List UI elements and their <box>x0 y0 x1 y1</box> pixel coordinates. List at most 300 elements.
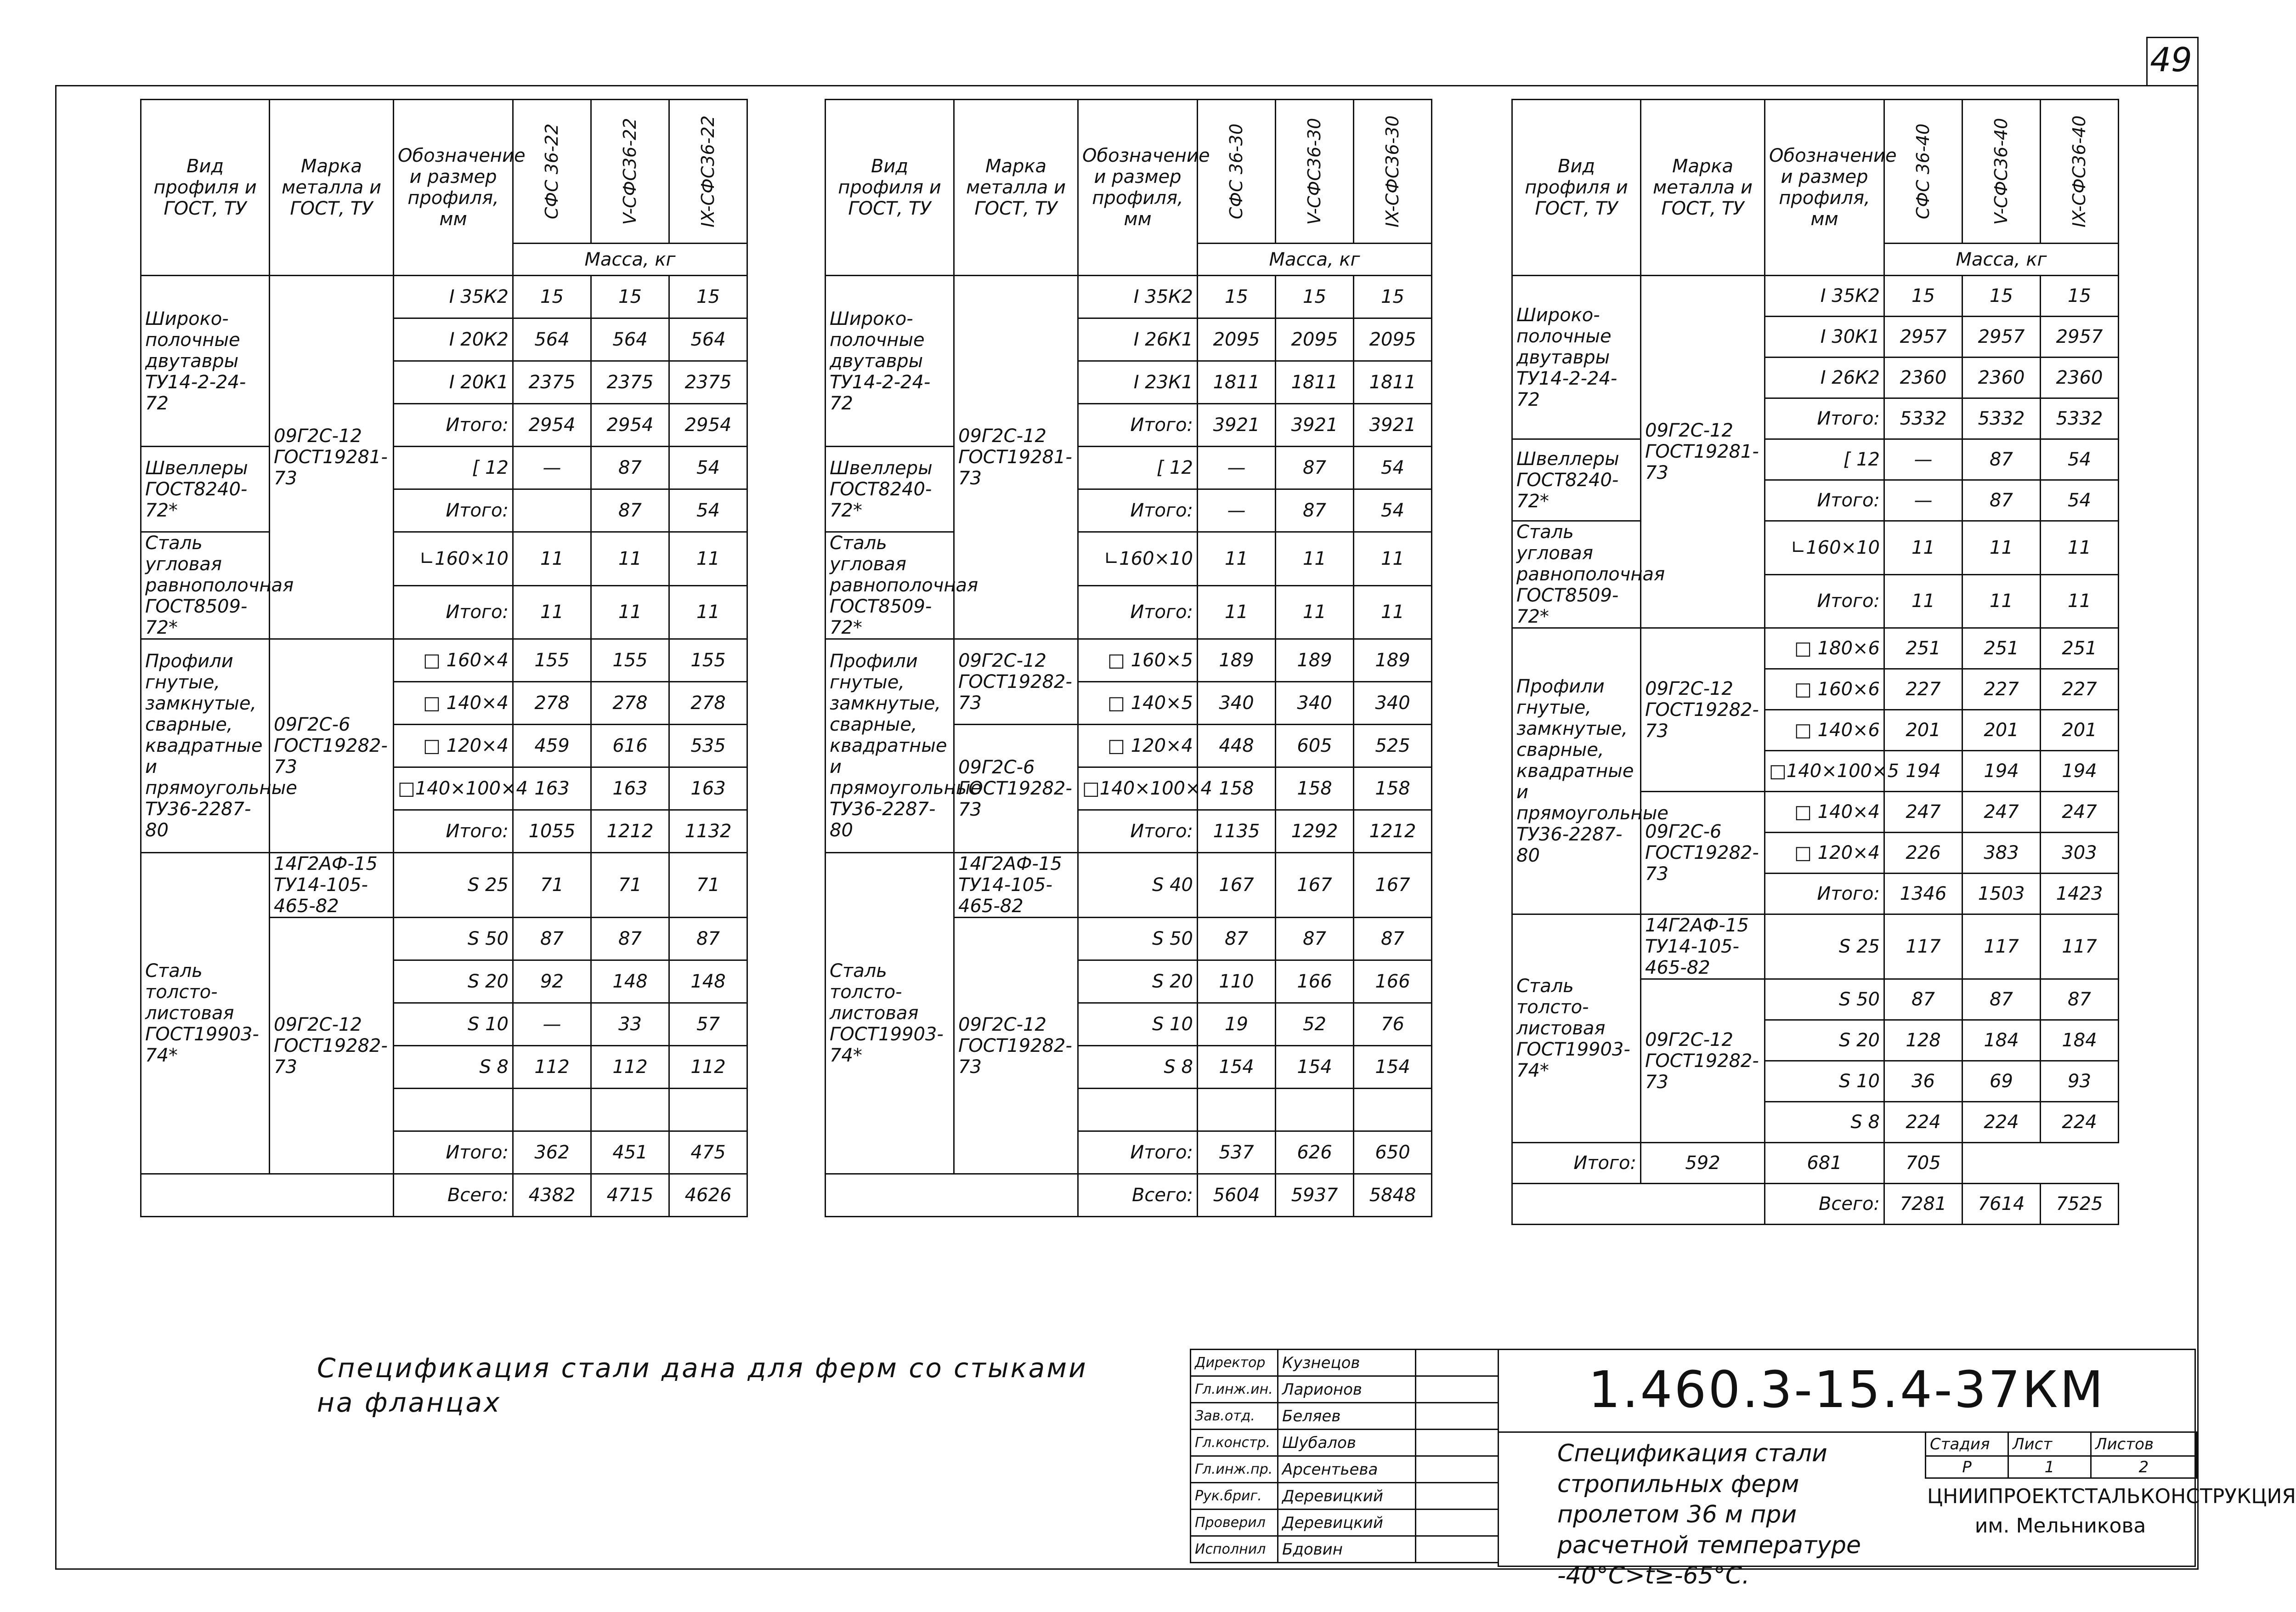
column-header-label: IX-СФС36-30 <box>1382 115 1402 227</box>
sheet-label: Лист <box>2008 1432 2091 1456</box>
mass-value: 705 <box>1884 1143 1962 1184</box>
mass-value: 459 <box>513 725 591 767</box>
mass-value <box>591 1089 669 1131</box>
steel-grade: 09Г2С-12 ГОСТ19282-73 <box>1641 979 1765 1143</box>
mass-value: 11 <box>1884 574 1962 628</box>
profile-size: [ 12 <box>394 447 513 489</box>
profile-size: □ 140×4 <box>1765 792 1884 833</box>
column-header-1 <box>513 100 591 244</box>
mass-value: 564 <box>513 318 591 361</box>
vid-header: Вид профиля и ГОСТ, ТУ <box>141 100 270 276</box>
mass-value: 15 <box>1354 276 1432 318</box>
column-header-label: СФС 36-30 <box>1226 123 1246 220</box>
mass-value: 15 <box>669 276 747 318</box>
mass-value: 166 <box>1354 960 1432 1003</box>
steel-grade: 09Г2С-6 ГОСТ19282-73 <box>270 639 394 853</box>
signature-row <box>1191 1536 1499 1563</box>
mass-value: 167 <box>1198 853 1276 918</box>
column-header-label: V-СФС36-40 <box>1991 118 2011 225</box>
mass-value: 1811 <box>1198 361 1276 404</box>
mass-value: — <box>513 447 591 489</box>
mass-value: 11 <box>1198 585 1276 639</box>
mass-value: 226 <box>1884 833 1962 874</box>
mass-value: 92 <box>513 960 591 1003</box>
mass-value: 87 <box>1354 918 1432 960</box>
steel-grade: 14Г2АФ-15 ТУ14-105-465-82 <box>270 853 394 918</box>
role: Директор <box>1191 1350 1278 1376</box>
profile-size: S 10 <box>1078 1003 1198 1046</box>
mass-value: 158 <box>1276 767 1354 810</box>
role: Гл.констр. <box>1191 1430 1278 1456</box>
mass-value: 448 <box>1198 725 1276 767</box>
steel-grade: 09Г2С-12 ГОСТ19282-73 <box>954 918 1078 1174</box>
profile-size: Итого: <box>1078 585 1198 639</box>
profile-size: Итого: <box>1765 874 1884 914</box>
mass-value: 71 <box>591 853 669 918</box>
mass-value: 52 <box>1276 1003 1354 1046</box>
profile-size: Итого: <box>1765 480 1884 521</box>
total-row <box>141 1174 747 1217</box>
mass-value: 340 <box>1198 682 1276 725</box>
column-header-2 <box>1276 100 1354 244</box>
profile-size: I 35К2 <box>394 276 513 318</box>
person-name: Беляев <box>1278 1403 1416 1430</box>
mass-value: 11 <box>669 532 747 586</box>
column-header-3 <box>669 100 747 244</box>
profile-size: S 8 <box>1078 1046 1198 1089</box>
mass-value: 54 <box>1354 447 1432 489</box>
document-code: 1.460.3-15.4-37КМ <box>1588 1360 2105 1419</box>
mass-value: 303 <box>2041 833 2119 874</box>
profile-size: I 26К1 <box>1078 318 1198 361</box>
profile-size <box>394 1089 513 1131</box>
profile-size: □ 120×4 <box>1765 833 1884 874</box>
stage-value: Р <box>1926 1456 2008 1478</box>
mass-value: 340 <box>1354 682 1432 725</box>
profile-size: I 20К2 <box>394 318 513 361</box>
massa-header: Масса, кг <box>1884 244 2119 276</box>
oboz-header: Обозначение и размер профиля, мм <box>394 100 513 276</box>
mass-value: 194 <box>1962 751 2041 792</box>
mass-value: 224 <box>1962 1102 2041 1143</box>
steel-grade: 09Г2С-12 ГОСТ19281-73 <box>270 276 394 639</box>
profile-size: I 35К2 <box>1078 276 1198 318</box>
spec-table-3 <box>1511 99 2119 1225</box>
total-blank <box>141 1174 394 1217</box>
mass-value: 616 <box>591 725 669 767</box>
mass-value: 2954 <box>591 404 669 447</box>
mass-value: 87 <box>669 918 747 960</box>
profile-size: S 40 <box>1078 853 1198 918</box>
profile-size: I 35К2 <box>1765 276 1884 317</box>
mass-value: 451 <box>591 1131 669 1174</box>
column-header-label: СФС 36-40 <box>1912 123 1933 220</box>
steel-grade: 09Г2С-12 ГОСТ19281-73 <box>1641 276 1765 628</box>
sheets-label: Листов <box>2091 1432 2197 1456</box>
mass-value: — <box>1884 480 1962 521</box>
oboz-header: Обозначение и размер профиля, мм <box>1078 100 1198 276</box>
profile-size: ∟160×10 <box>1765 521 1884 575</box>
note-text: Спецификация стали дана для ферм со стыками на фланцах <box>317 1352 1088 1419</box>
mass-value <box>513 1089 591 1131</box>
mass-value: 1132 <box>669 810 747 853</box>
mass-value: — <box>1198 447 1276 489</box>
mass-value: 167 <box>1354 853 1432 918</box>
mass-value: 475 <box>669 1131 747 1174</box>
vid-header: Вид профиля и ГОСТ, ТУ <box>826 100 954 276</box>
mass-value: 189 <box>1354 639 1432 682</box>
mass-value: 117 <box>1884 914 1962 979</box>
mass-value: 87 <box>1276 447 1354 489</box>
steel-grade: 09Г2С-12 ГОСТ19282-73 <box>1641 628 1765 792</box>
mass-value <box>1276 1089 1354 1131</box>
profile-size: Итого: <box>1078 1131 1198 1174</box>
marka-header: Марка металла и ГОСТ, ТУ <box>270 100 394 276</box>
mass-value: 11 <box>591 585 669 639</box>
spec-table-1 <box>140 99 748 1217</box>
total-blank <box>826 1174 1078 1217</box>
profile-size: □ 120×4 <box>394 725 513 767</box>
stage-label: Стадия <box>1926 1432 2008 1456</box>
person-name: Ларионов <box>1278 1376 1416 1403</box>
mass-value: 87 <box>1276 918 1354 960</box>
mass-value <box>669 1089 747 1131</box>
signature <box>1416 1350 1499 1376</box>
profile-size: S 8 <box>394 1046 513 1089</box>
mass-value: 2375 <box>513 361 591 404</box>
mass-value: 15 <box>1276 276 1354 318</box>
mass-value: 1503 <box>1962 874 2041 914</box>
mass-value: 201 <box>1884 710 1962 751</box>
total-value: 4626 <box>669 1174 747 1217</box>
table-row <box>1512 276 2119 317</box>
profile-size: S 25 <box>394 853 513 918</box>
mass-value: 1346 <box>1884 874 1962 914</box>
profile-size: □ 180×6 <box>1765 628 1884 669</box>
profile-size: Итого: <box>1078 489 1198 532</box>
mass-value: 167 <box>1276 853 1354 918</box>
total-row <box>826 1174 1432 1217</box>
mass-value: 2375 <box>669 361 747 404</box>
total-value: 7614 <box>1962 1184 2041 1225</box>
mass-value: 1212 <box>591 810 669 853</box>
profile-size: S 20 <box>1765 1020 1884 1061</box>
mass-value: 278 <box>591 682 669 725</box>
profile-size <box>1078 1089 1198 1131</box>
column-header-label: СФС 36-22 <box>541 123 562 220</box>
marka-header: Марка металла и ГОСТ, ТУ <box>1641 100 1765 276</box>
column-header-3 <box>2041 100 2119 244</box>
profile-group: Швеллеры ГОСТ8240-72* <box>826 447 954 532</box>
mass-value: 201 <box>2041 710 2119 751</box>
table-row <box>141 639 747 682</box>
sheet-value: 1 <box>2008 1456 2091 1478</box>
mass-value: 155 <box>669 639 747 682</box>
signature <box>1416 1376 1499 1403</box>
sheet-number: 49 <box>2150 40 2192 79</box>
mass-value: 2954 <box>669 404 747 447</box>
column-header-2 <box>591 100 669 244</box>
person-name: Шубалов <box>1278 1430 1416 1456</box>
mass-value: 11 <box>1276 532 1354 586</box>
signature-row <box>1191 1350 1499 1376</box>
signature-row <box>1191 1403 1499 1430</box>
signature <box>1416 1536 1499 1563</box>
profile-size: S 8 <box>1765 1102 1884 1143</box>
mass-value: 681 <box>1765 1143 1884 1184</box>
stage-table <box>1925 1431 2197 1479</box>
mass-value: 154 <box>1354 1046 1432 1089</box>
total-value: 4715 <box>591 1174 669 1217</box>
column-header-label: IX-СФС36-22 <box>697 115 718 227</box>
mass-value: 15 <box>513 276 591 318</box>
mass-value: 158 <box>1354 767 1432 810</box>
total-label: Всего: <box>394 1174 513 1217</box>
table-row <box>1512 914 2119 979</box>
mass-value: 11 <box>1962 574 2041 628</box>
table-row <box>141 276 747 318</box>
mass-value: 15 <box>1884 276 1962 317</box>
mass-value: 11 <box>513 532 591 586</box>
profile-size: □ 140×6 <box>1765 710 1884 751</box>
mass-value: 87 <box>1276 489 1354 532</box>
mass-value <box>513 489 591 532</box>
profile-size: Итого: <box>394 489 513 532</box>
mass-value: 87 <box>2041 979 2119 1020</box>
mass-value: 57 <box>669 1003 747 1046</box>
mass-value: 154 <box>1198 1046 1276 1089</box>
profile-size: S 10 <box>1765 1061 1884 1102</box>
profile-size: S 20 <box>1078 960 1198 1003</box>
mass-value: 11 <box>669 585 747 639</box>
mass-value: 525 <box>1354 725 1432 767</box>
total-value: 5848 <box>1354 1174 1432 1217</box>
column-header-label: V-СФС36-30 <box>1304 118 1324 225</box>
mass-value: 11 <box>1198 532 1276 586</box>
mass-value: 11 <box>513 585 591 639</box>
mass-value: 2095 <box>1354 318 1432 361</box>
mass-value: 128 <box>1884 1020 1962 1061</box>
mass-value: 54 <box>2041 480 2119 521</box>
profile-size: S 50 <box>394 918 513 960</box>
mass-value: 189 <box>1198 639 1276 682</box>
signature <box>1416 1403 1499 1430</box>
mass-value: 54 <box>669 447 747 489</box>
mass-value: 11 <box>1354 585 1432 639</box>
mass-value: 5332 <box>1962 398 2041 439</box>
table-row <box>1512 521 2119 575</box>
signature-row <box>1191 1430 1499 1456</box>
sheets-value: 2 <box>2091 1456 2197 1478</box>
profile-group: Сталь толсто-листовая ГОСТ19903-74* <box>1512 914 1641 1143</box>
profile-size: S 10 <box>394 1003 513 1046</box>
table-row <box>1512 1143 2119 1184</box>
column-header-label: IX-СФС36-40 <box>2069 115 2089 227</box>
total-value: 7525 <box>2041 1184 2119 1225</box>
total-value: 7281 <box>1884 1184 1962 1225</box>
mass-value: 1423 <box>2041 874 2119 914</box>
mass-value: 251 <box>2041 628 2119 669</box>
profile-size: [ 12 <box>1765 439 1884 480</box>
massa-header: Масса, кг <box>1198 244 1432 276</box>
mass-value: 11 <box>2041 574 2119 628</box>
mass-value: — <box>1198 489 1276 532</box>
role: Исполнил <box>1191 1536 1278 1563</box>
table-row <box>826 639 1432 682</box>
table-row <box>826 853 1432 918</box>
mass-value: 189 <box>1276 639 1354 682</box>
mass-value: 227 <box>2041 669 2119 710</box>
mass-value: 251 <box>1962 628 2041 669</box>
profile-size: Итого: <box>1078 404 1198 447</box>
table-row <box>141 447 747 489</box>
profile-size: Итого: <box>394 585 513 639</box>
mass-value: 278 <box>513 682 591 725</box>
mass-value: 3921 <box>1276 404 1354 447</box>
profile-size: □ 140×4 <box>394 682 513 725</box>
mass-value: 15 <box>591 276 669 318</box>
profile-size: Итого: <box>394 810 513 853</box>
profile-group: Широко-полочные двутавры ТУ14-2-24-72 <box>826 276 954 447</box>
mass-value: 2360 <box>1962 358 2041 398</box>
profile-group: Швеллеры ГОСТ8240-72* <box>1512 439 1641 521</box>
profile-size: □ 160×4 <box>394 639 513 682</box>
mass-value: 148 <box>591 960 669 1003</box>
mass-value: 383 <box>1962 833 2041 874</box>
mass-value: 247 <box>2041 792 2119 833</box>
mass-value: 87 <box>1962 439 2041 480</box>
column-header-3 <box>1354 100 1432 244</box>
profile-size: □140×100×4 <box>1078 767 1198 810</box>
mass-value: 36 <box>1884 1061 1962 1102</box>
signature-row <box>1191 1483 1499 1510</box>
mass-value: 535 <box>669 725 747 767</box>
document-description: Спецификация стали стропильных ферм пролетом 36 м при расчетной температуре -40°С>t≥-65°С. <box>1557 1440 1861 1590</box>
mass-value: 163 <box>513 767 591 810</box>
profile-size: S 50 <box>1765 979 1884 1020</box>
column-header-label: V-СФС36-22 <box>619 118 640 225</box>
profile-size: Итого: <box>1512 1143 1641 1184</box>
signature-row <box>1191 1510 1499 1536</box>
mass-value: 155 <box>591 639 669 682</box>
table-row <box>826 276 1432 318</box>
mass-value: 227 <box>1962 669 2041 710</box>
steel-grade: 09Г2С-12 ГОСТ19282-73 <box>954 639 1078 725</box>
profile-size: Итого: <box>1765 574 1884 628</box>
mass-value: 163 <box>669 767 747 810</box>
profile-size: □ 120×4 <box>1078 725 1198 767</box>
mass-value: 71 <box>513 853 591 918</box>
mass-value: 87 <box>591 918 669 960</box>
marka-header: Марка металла и ГОСТ, ТУ <box>954 100 1078 276</box>
mass-value: 87 <box>1198 918 1276 960</box>
profile-size: Итого: <box>394 1131 513 1174</box>
mass-value: 87 <box>1962 480 2041 521</box>
massa-header: Масса, кг <box>513 244 747 276</box>
mass-value: 87 <box>513 918 591 960</box>
table-row <box>1512 628 2119 669</box>
mass-value: 5332 <box>1884 398 1962 439</box>
signature <box>1416 1430 1499 1456</box>
steel-grade: 09Г2С-12 ГОСТ19281-73 <box>954 276 1078 639</box>
mass-value: 1811 <box>1276 361 1354 404</box>
profile-group: Сталь толсто-листовая ГОСТ19903-74* <box>826 853 954 1174</box>
signature <box>1416 1456 1499 1483</box>
mass-value: 1055 <box>513 810 591 853</box>
mass-value: 2360 <box>1884 358 1962 398</box>
profile-size: I 26К2 <box>1765 358 1884 398</box>
mass-value: 650 <box>1354 1131 1432 1174</box>
mass-value: 76 <box>1354 1003 1432 1046</box>
mass-value: 224 <box>2041 1102 2119 1143</box>
mass-value: 117 <box>2041 914 2119 979</box>
total-value: 5604 <box>1198 1174 1276 1217</box>
mass-value: 11 <box>2041 521 2119 575</box>
mass-value: 201 <box>1962 710 2041 751</box>
title-block-people <box>1190 1349 1499 1563</box>
profile-group: Сталь угловая равнополочная ГОСТ8509-72* <box>141 532 270 639</box>
mass-value: 155 <box>513 639 591 682</box>
mass-value: 1811 <box>1354 361 1432 404</box>
person-name: Деревицкий <box>1278 1483 1416 1510</box>
mass-value: — <box>1884 439 1962 480</box>
profile-size: S 50 <box>1078 918 1198 960</box>
organization-name: ЦНИИПРОЕКТСТАЛЬКОНСТРУКЦИЯ им. Мельникова <box>1927 1485 2296 1538</box>
mass-value: 112 <box>669 1046 747 1089</box>
person-name: Арсентьева <box>1278 1456 1416 1483</box>
mass-value: 247 <box>1962 792 2041 833</box>
profile-group: Широко-полочные двутавры ТУ14-2-24-72 <box>1512 276 1641 439</box>
steel-grade: 09Г2С-12 ГОСТ19282-73 <box>270 918 394 1174</box>
mass-value: 166 <box>1276 960 1354 1003</box>
mass-value: 2957 <box>2041 317 2119 358</box>
steel-grade: 14Г2АФ-15 ТУ14-105-465-82 <box>954 853 1078 918</box>
person-name: Кузнецов <box>1278 1350 1416 1376</box>
mass-value: 247 <box>1884 792 1962 833</box>
role: Гл.инж.ин. <box>1191 1376 1278 1403</box>
mass-value: 15 <box>2041 276 2119 317</box>
profile-size: I 20К1 <box>394 361 513 404</box>
profile-size: □ 160×6 <box>1765 669 1884 710</box>
mass-value: 362 <box>513 1131 591 1174</box>
mass-value: 154 <box>1276 1046 1354 1089</box>
table-row <box>141 532 747 586</box>
total-label: Всего: <box>1765 1184 1884 1225</box>
mass-value: 93 <box>2041 1061 2119 1102</box>
table-row <box>826 532 1432 586</box>
role: Зав.отд. <box>1191 1403 1278 1430</box>
mass-value: 184 <box>1962 1020 2041 1061</box>
mass-value: 87 <box>591 489 669 532</box>
profile-group: Сталь угловая равнополочная ГОСТ8509-72* <box>1512 521 1641 628</box>
profile-size: S 20 <box>394 960 513 1003</box>
mass-value: 11 <box>1884 521 1962 575</box>
profile-size: □140×100×4 <box>394 767 513 810</box>
mass-value: 1135 <box>1198 810 1276 853</box>
profile-group: Швеллеры ГОСТ8240-72* <box>141 447 270 532</box>
mass-value: 2360 <box>2041 358 2119 398</box>
role: Рук.бриг. <box>1191 1483 1278 1510</box>
mass-value: 605 <box>1276 725 1354 767</box>
profile-size: ∟160×10 <box>394 532 513 586</box>
mass-value: 184 <box>2041 1020 2119 1061</box>
oboz-header: Обозначение и размер профиля, мм <box>1765 100 1884 276</box>
profile-size: I 23К1 <box>1078 361 1198 404</box>
steel-grade: 09Г2С-6 ГОСТ19282-73 <box>954 725 1078 853</box>
mass-value: 2375 <box>591 361 669 404</box>
profile-size: □140×100×5 <box>1765 751 1884 792</box>
mass-value: 148 <box>669 960 747 1003</box>
